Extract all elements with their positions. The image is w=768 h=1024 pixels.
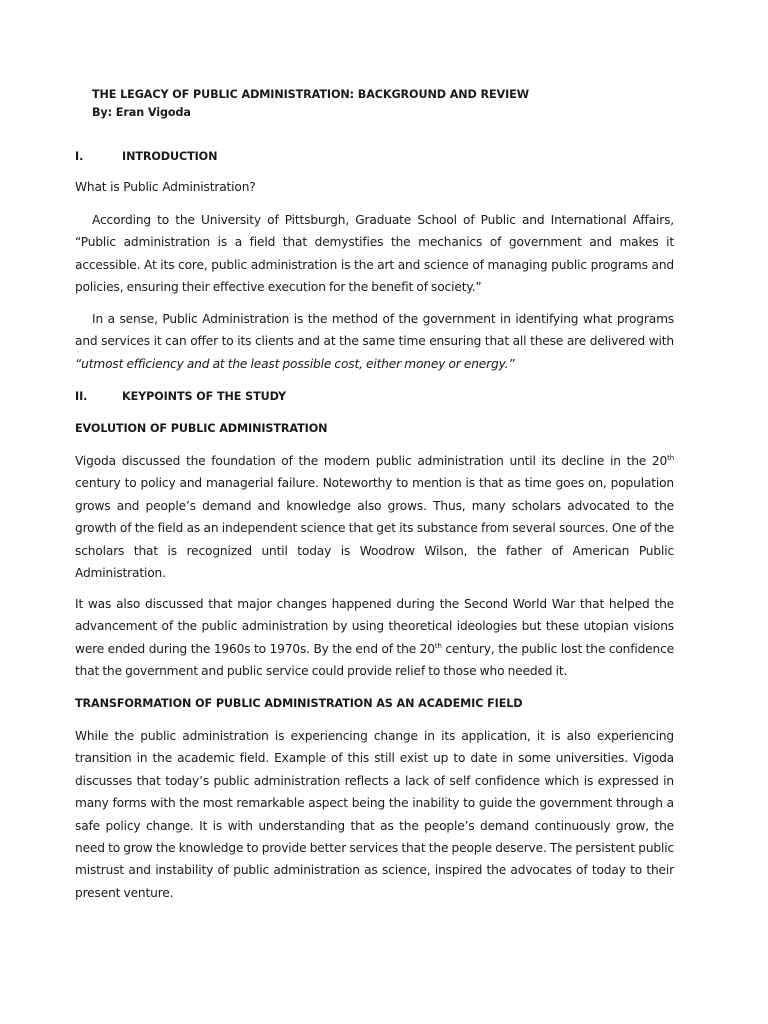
section-1-title: INTRODUCTION	[122, 150, 218, 163]
superscript-th: th	[434, 641, 442, 650]
transformation-paragraph-1: While the public administration is experiencing change in its application, it is also experiencing transition in the academic field. Example of this still exist up to date in some universities. Vigoda discusses that today’s public administration reflects a lack of self confidence which is expressed in many forms with the most remarkable aspect being the inability to guide the government through a safe policy change. It is with understanding that as the people’s demand continuously grow, the need to grow the knowledge to provide better services that the people deserve. The persistent public mistrust and instability of public administration as science, inspired the advocates of today to their present venture.	[75, 729, 674, 900]
section-2-number: II.	[75, 390, 88, 403]
intro-paragraph-1: According to the University of Pittsburgh, Graduate School of Public and International Affairs, “Public administration is a field that demystifies the mechanics of government and makes it accessible. At its core, public administration is the art and science of managing public programs and policies, ensuring their effective execution for the benefit of society.”	[75, 213, 674, 295]
section-2-title: KEYPOINTS OF THE STUDY	[122, 390, 286, 403]
subheading-evolution: EVOLUTION OF PUBLIC ADMINISTRATION	[75, 422, 328, 435]
evolution-paragraph-2	[75, 593, 674, 683]
subheading-transformation: TRANSFORMATION OF PUBLIC ADMINISTRATION AS AN ACADEMIC FIELD	[75, 697, 523, 710]
intro-paragraph-2-text: In a sense, Public Administration is the method of the government in identifying what programs and services it can offer to its clients and at the same time ensuring that all these are delivered with	[75, 312, 674, 349]
section-1-heading	[75, 150, 674, 163]
evolution-paragraph-1	[75, 450, 674, 584]
evolution-paragraph-1-part-b: century to policy and managerial failure. Noteworthy to mention is that as time goes on, population grows and people’s demand and knowledge also grows. Thus, many scholars advocated to the growth of the field as an independent science that get its substance from several sources. One of the scholars that is recognized until today is Woodrow Wilson, the father of American Public Administration.	[75, 476, 674, 581]
section-2-heading	[75, 390, 674, 403]
section-1-number: I.	[75, 150, 84, 163]
evolution-paragraph-1-part-a: Vigoda discussed the foundation of the modern public administration until its decline in the 20	[75, 454, 668, 468]
intro-paragraph-2-quote: “utmost efficiency and at the least possible cost, either money or energy.”	[75, 356, 515, 371]
intro-question: What is Public Administration?	[75, 180, 256, 194]
intro-paragraph-2	[75, 308, 674, 375]
evolution-paragraph-2-part-a: It was also discussed that major changes happened during the Second World War that helped the advancement of the public administration by using theoretical ideologies but these utopian visions were ended during the 1960s to 1970s. By the end of the 20	[75, 597, 674, 656]
document-title: THE LEGACY OF PUBLIC ADMINISTRATION: BACKGROUND AND REVIEW	[92, 88, 529, 101]
superscript-th: th	[667, 453, 674, 462]
document-byline: By: Eran Vigoda	[92, 106, 191, 119]
evolution-paragraph-2-part-b: century, the public lost the confidence that the government and public service could provide relief to those who needed it.	[75, 641, 674, 679]
